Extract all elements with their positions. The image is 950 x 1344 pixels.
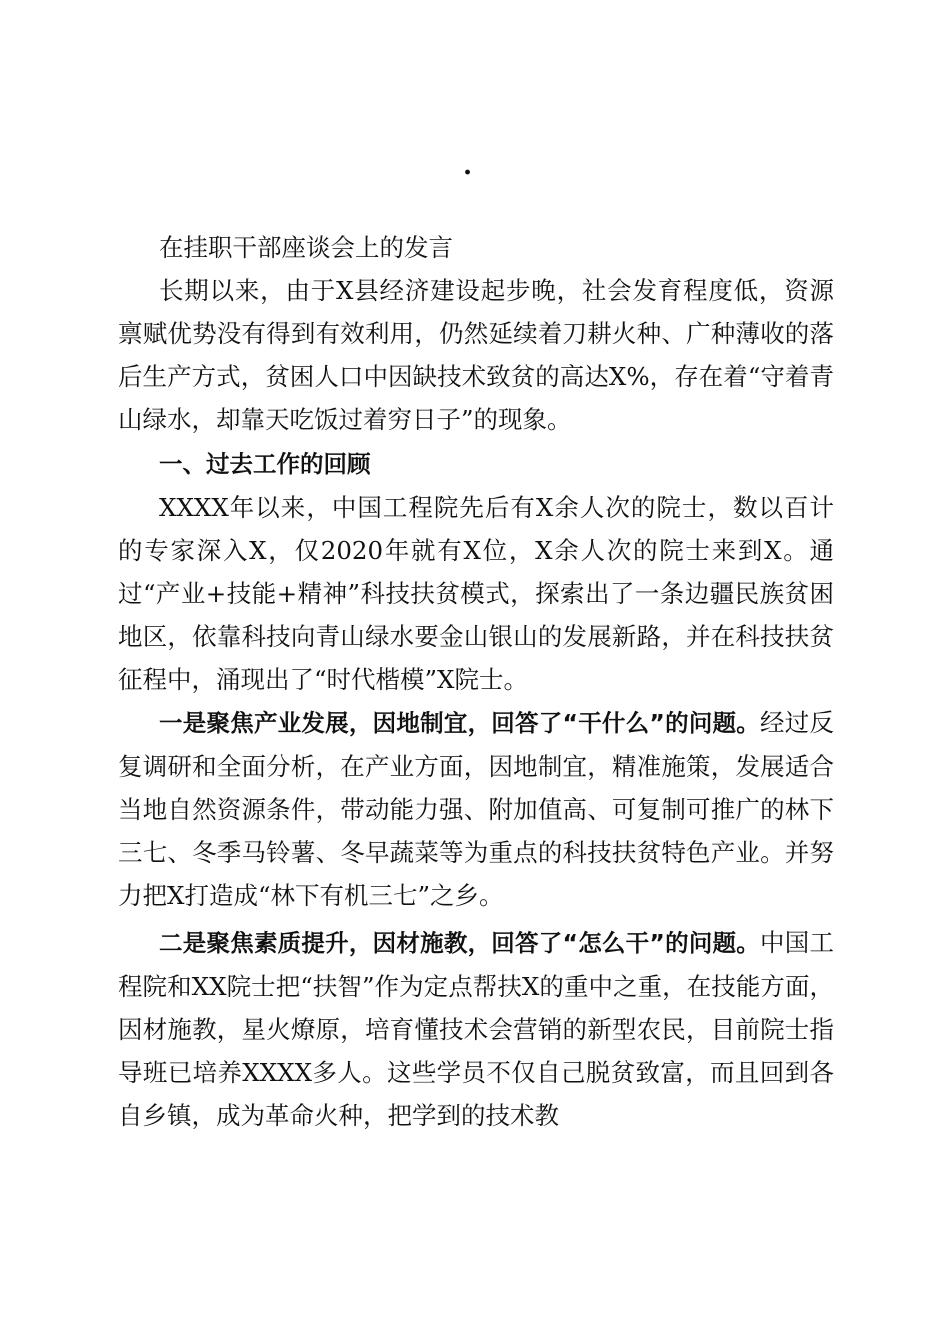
bullet-mark: · <box>463 158 473 188</box>
document-body <box>118 226 834 1137</box>
document-title: 在挂职干部座谈会上的发言 <box>159 233 453 262</box>
point-lead-1: 一是聚焦产业发展，因地制宜，回答了“干什么”的问题。 <box>159 709 761 737</box>
intro-paragraph: 长期以来，由于X县经济建设起步晚，社会发育程度低，资源禀赋优势没有得到有效利用，仍然延续着刀耕火种、广种薄收的落后生产方式，贫困人口中因缺技术致贫的高达X%，存在着“守着青山绿水，却靠天吃饭过着穷日子”的现象。 <box>118 276 834 434</box>
point-body-1: 经过反复调研和全面分析，在产业方面，因地制宜，精准施策，发展适合当地自然资源条件，带动能力强、附加值高、可复制可推广的林下三七、冬季马铃薯、冬早蔬菜等为重点的科技扶贫特色产业。并努力把X打造成“林下有机三七”之乡。 <box>118 708 835 910</box>
point-paragraph-2 <box>118 921 834 1137</box>
section-paragraph-1: XXXX年以来，中国工程院先后有X余人次的院士，数以百计的专家深入X，仅2020年就有X位，X余人次的院士来到X。通过“产业+技能+精神”科技扶贫模式，探索出了一条边疆民族贫困地区，依靠科技向青山绿水要金山银山的发展新路，并在科技扶贫征程中，涌现出了“时代楷模”X院士。 <box>118 493 834 694</box>
point-lead-2: 二是聚焦素质提升，因材施教，回答了“怎么干”的问题。 <box>159 929 761 957</box>
section-heading: 一、过去工作的回顾 <box>159 450 371 478</box>
point-paragraph-1 <box>118 701 834 917</box>
point-body-2: 中国工程院和XX院士把“扶智”作为定点帮扶X的重中之重，在技能方面，因材施教，星火燎原，培育懂技术会营销的新型农民，目前院士指导班已培养XXXX多人。这些学员不仅自己脱贫致富，而且回到各自乡镇，成为革命火种，把学到的技术教 <box>118 928 835 1130</box>
